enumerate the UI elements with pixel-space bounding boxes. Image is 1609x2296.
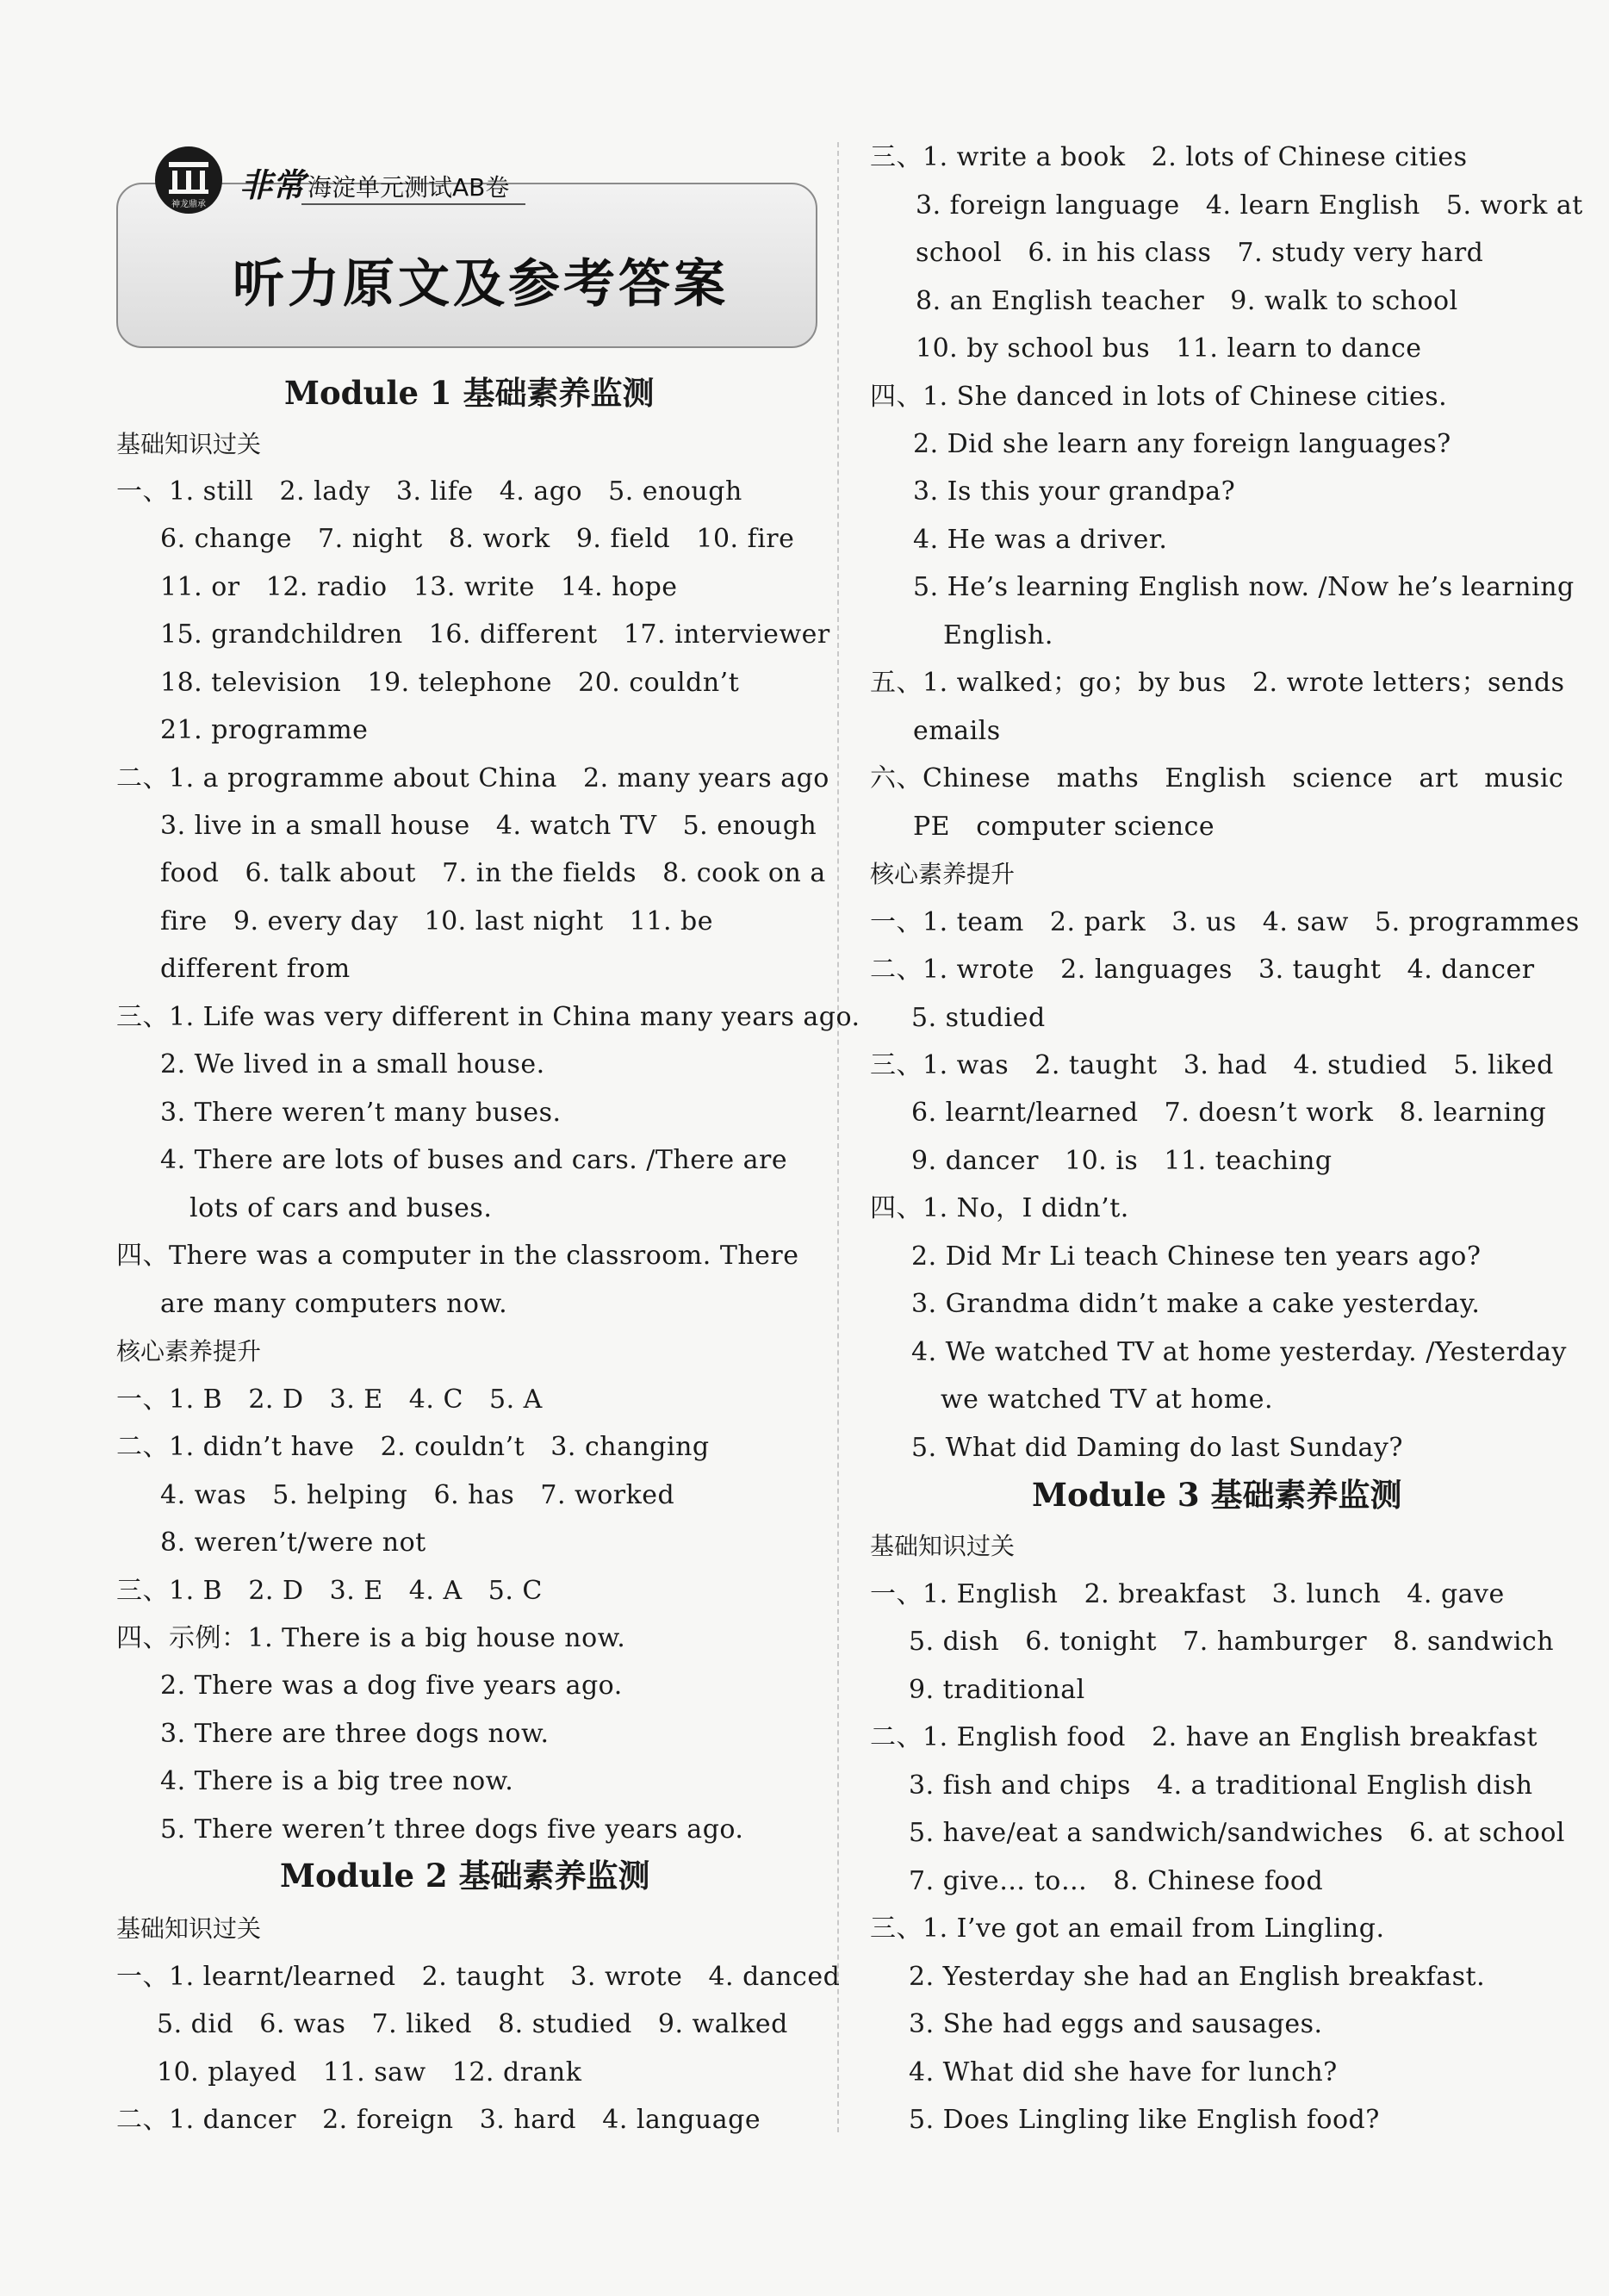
answer-line: 9. dancer 10. is 11. teaching — [911, 1146, 1333, 1176]
answer-line: 10. by school bus 11. learn to dance — [916, 333, 1422, 364]
answer-line: 三、1. was 2. taught 3. had 4. studied 5. liked — [870, 1050, 1554, 1080]
answer-line: 5. studied — [911, 1003, 1046, 1033]
answer-line: 4. He was a driver. — [913, 525, 1168, 555]
answer-line: 5. He’s learning English now. /Now he’s learning — [913, 572, 1575, 602]
answer-line: 2. Yesterday she had an English breakfast. — [909, 1962, 1486, 1992]
module-2-title: Module 2 基础素养监测 — [280, 1857, 650, 1895]
module-1-title: Module 1 基础素养监测 — [284, 374, 655, 412]
answer-line: 5. Does Lingling like English food? — [909, 2105, 1380, 2135]
answer-line: school 6. in his class 7. study very hard — [916, 238, 1484, 268]
answer-line: 一、1. still 2. lady 3. life 4. ago 5. enough — [116, 476, 742, 507]
answer-line: 二、1. wrote 2. languages 3. taught 4. dancer — [870, 955, 1535, 985]
answer-line: 3. live in a small house 4. watch TV 5. enough — [160, 811, 817, 841]
module-3-title: Module 3 基础素养监测 — [1032, 1476, 1402, 1514]
answer-line: 2. Did Mr Li teach Chinese ten years ago? — [911, 1241, 1482, 1272]
answer-line: 三、1. write a book 2. lots of Chinese cities — [870, 142, 1468, 172]
answer-line: 二、1. didn’t have 2. couldn’t 3. changing — [116, 1432, 710, 1462]
answer-line: 2. We lived in a small house. — [160, 1049, 545, 1080]
answer-line: 3. She had eggs and sausages. — [909, 2009, 1323, 2039]
answer-line: 4. What did she have for lunch? — [909, 2057, 1338, 2088]
answer-line: 二、1. English food 2. have an English breakfast — [870, 1722, 1538, 1752]
logo-text: 神龙鼎承 — [171, 200, 206, 209]
section-heading: 核心素养提升 — [116, 1337, 262, 1366]
answer-line: 2. There was a dog five years ago. — [160, 1671, 623, 1701]
answer-line: English. — [943, 620, 1053, 650]
answer-line: 4. was 5. helping 6. has 7. worked — [160, 1480, 675, 1510]
answer-line: 3. Grandma didn’t make a cake yesterday. — [911, 1289, 1481, 1319]
answer-line: 18. television 19. telephone 20. couldn’t — [160, 668, 740, 698]
brand-name: 海淀单元测试AB卷 — [308, 173, 510, 202]
answer-line: 三、1. Life was very different in China many years ago. — [116, 1002, 860, 1032]
section-heading: 基础知识过关 — [116, 430, 262, 458]
answer-line: 五、1. walked；go；by bus 2. wrote letters；sends — [870, 668, 1565, 698]
page-title: 听力原文及参考答案 — [233, 254, 729, 314]
answer-line: 一、1. learnt/learned 2. taught 3. wrote 4. danced — [116, 1962, 841, 1992]
answer-line: 11. or 12. radio 13. write 14. hope — [160, 572, 678, 602]
answer-line: 三、1. I’ve got an email from Lingling. — [870, 1913, 1385, 1944]
answer-line: 8. an English teacher 9. walk to school — [916, 286, 1458, 316]
answer-line: 一、1. English 2. breakfast 3. lunch 4. gave — [870, 1579, 1505, 1609]
answer-line: 7. give… to… 8. Chinese food — [909, 1866, 1324, 1896]
answer-line: 四、示例：1. There is a big house now. — [116, 1623, 626, 1653]
answer-line: 六、Chinese maths English science art music — [870, 763, 1564, 793]
answer-line: emails — [913, 716, 1001, 746]
brand-underline — [301, 203, 525, 205]
brand-script: 非常 — [239, 165, 306, 204]
answer-line: 2. Did she learn any foreign languages? — [913, 429, 1451, 459]
answer-line: 四、1. No，I didn’t. — [870, 1193, 1129, 1223]
answer-line: 四、1. She danced in lots of Chinese cities. — [870, 382, 1448, 412]
answer-line: 一、1. team 2. park 3. us 4. saw 5. programmes — [870, 907, 1580, 937]
answer-line: 4. There is a big tree now. — [160, 1766, 514, 1796]
answer-line: 3. There are three dogs now. — [160, 1719, 550, 1749]
answer-line: 9. traditional — [909, 1675, 1085, 1705]
answer-line: 3. fish and chips 4. a traditional English dish — [909, 1770, 1533, 1801]
answer-line: 5. did 6. was 7. liked 8. studied 9. walked — [157, 2009, 788, 2039]
answer-line: 15. grandchildren 16. different 17. interviewer — [160, 619, 830, 650]
answer-line: 5. There weren’t three dogs five years ago. — [160, 1814, 744, 1845]
answer-line: 3. foreign language 4. learn English 5. work at — [916, 190, 1583, 221]
answer-line: 二、1. dancer 2. foreign 3. hard 4. language — [116, 2105, 761, 2135]
publisher-logo — [155, 146, 222, 214]
answer-line: 5. What did Daming do last Sunday? — [911, 1433, 1403, 1463]
section-heading: 基础知识过关 — [870, 1532, 1016, 1560]
answer-line: 6. change 7. night 8. work 9. field 10. fire — [160, 524, 795, 554]
column-divider — [837, 142, 839, 2132]
answer-line: 3. There weren’t many buses. — [160, 1098, 562, 1128]
answer-line: 5. dish 6. tonight 7. hamburger 8. sandwich — [909, 1627, 1555, 1657]
answer-line: lots of cars and buses. — [189, 1193, 493, 1223]
answer-line: 3. Is this your grandpa? — [913, 476, 1236, 507]
answer-line: PE computer science — [913, 812, 1215, 842]
section-heading: 基础知识过关 — [116, 1914, 262, 1943]
answer-line: 10. played 11. saw 12. drank — [157, 2057, 582, 2088]
answer-line: fire 9. every day 10. last night 11. be — [160, 906, 714, 936]
answer-line: 21. programme — [160, 715, 369, 745]
answer-line: 四、There was a computer in the classroom. There — [116, 1241, 799, 1271]
answer-line: 一、1. B 2. D 3. E 4. C 5. A — [116, 1384, 543, 1415]
answer-line: are many computers now. — [160, 1289, 508, 1319]
answer-line: 5. have/eat a sandwich/sandwiches 6. at school — [909, 1818, 1565, 1848]
answer-line: 二、1. a programme about China 2. many years ago — [116, 763, 829, 793]
answer-line: 4. We watched TV at home yesterday. /Yesterday — [911, 1337, 1567, 1367]
answer-line: 三、1. B 2. D 3. E 4. A 5. C — [116, 1576, 543, 1606]
answer-line: food 6. talk about 7. in the fields 8. cook on a — [160, 858, 826, 888]
section-heading: 核心素养提升 — [870, 860, 1016, 888]
answer-line: different from — [160, 954, 351, 984]
answer-line: 8. weren’t/were not — [160, 1528, 426, 1558]
answer-line: 4. There are lots of buses and cars. /There are — [160, 1145, 788, 1175]
answer-line: 6. learnt/learned 7. doesn’t work 8. learning — [911, 1098, 1547, 1128]
answer-line: we watched TV at home. — [941, 1384, 1274, 1415]
